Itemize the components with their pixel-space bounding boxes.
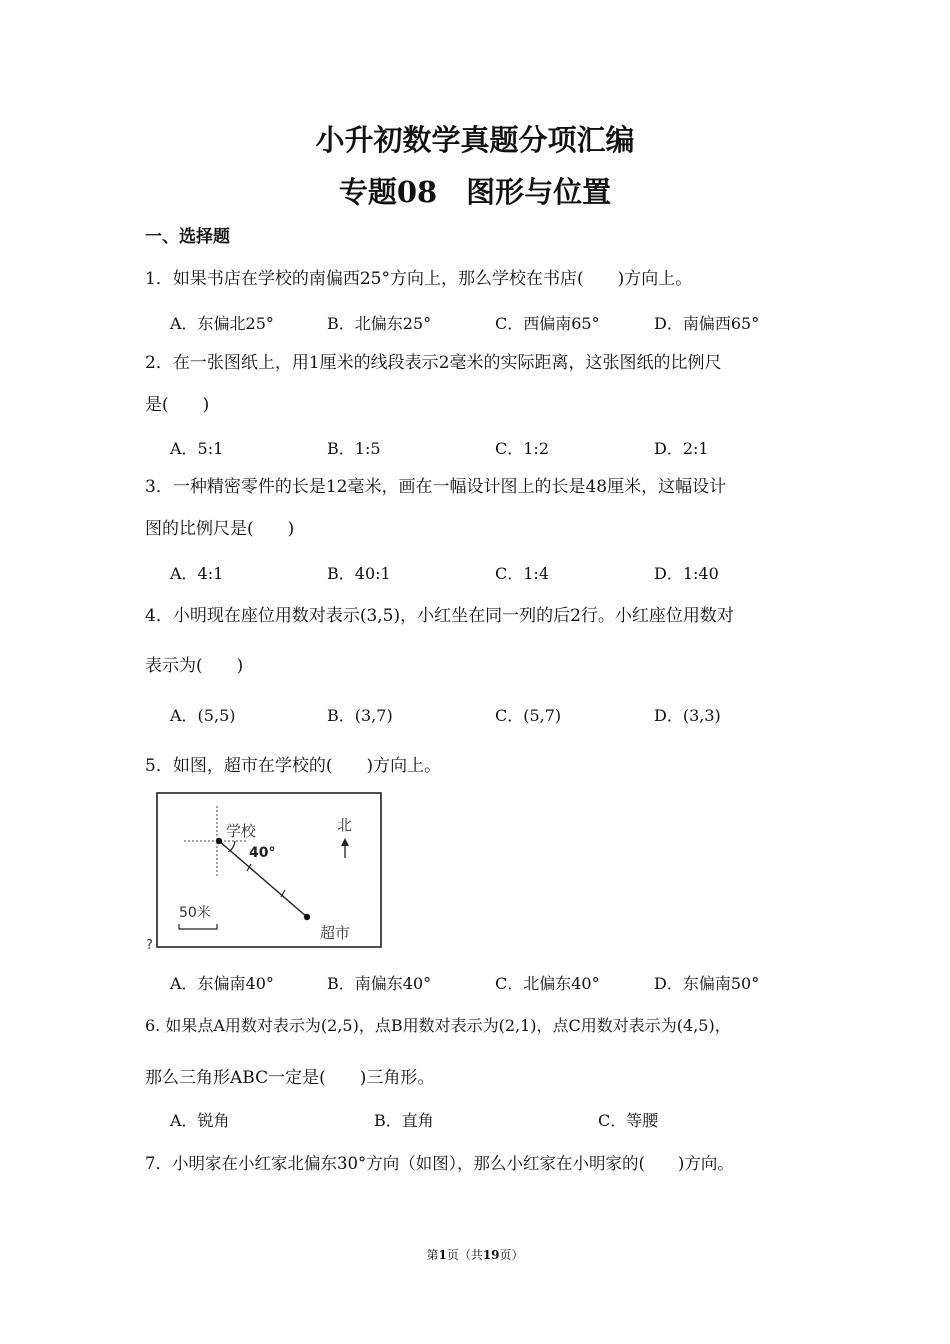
angle-label: 40° <box>249 845 276 861</box>
q2-option-d: D．2:1 <box>654 439 709 458</box>
q3-option-d: D．1:40 <box>654 564 719 583</box>
footer-mid: 页（共 <box>446 1248 483 1262</box>
q5-option-c: C．北偏东40° <box>495 974 600 993</box>
q2-option-c: C．1:2 <box>495 439 549 458</box>
footer-total-pages: 19 <box>482 1248 500 1262</box>
q6-option-b: B．直角 <box>374 1111 434 1130</box>
page-footer <box>0 1246 950 1263</box>
school-label: 学校 <box>226 822 257 840</box>
q3-option-a: A．4:1 <box>170 564 224 583</box>
q4-option-d: D．(3,3) <box>654 706 721 725</box>
footer-page-number: 1 <box>438 1248 447 1262</box>
question-2-text-cont: 是( ) <box>145 395 210 415</box>
q5-option-d: D．东偏南50° <box>654 974 760 993</box>
q4-option-c: C．(5,7) <box>495 706 562 725</box>
figure-question-mark: ? <box>146 938 153 953</box>
question-3-text: 3．一种精密零件的长是12毫米，画在一幅设计图上的长是48厘米，这幅设计 <box>145 477 727 497</box>
q1-option-b: B．北偏东25° <box>327 314 432 333</box>
figure-5-direction-map <box>146 792 386 954</box>
question-1-text: 1．如果书店在学校的南偏西25°方向上，那么学校在书店( )方向上。 <box>145 269 693 289</box>
question-5-text: 5．如图，超市在学校的( )方向上。 <box>145 756 442 776</box>
question-6-text-cont: 那么三角形ABC一定是( )三角形。 <box>145 1068 435 1088</box>
q6-option-c: C．等腰 <box>598 1111 659 1130</box>
q6-option-a: A．锐角 <box>170 1111 230 1130</box>
q1-option-c: C．西偏南65° <box>495 314 600 333</box>
question-6-text: 6. 如果点A用数对表示为(2,5)，点B用数对表示为(2,1)，点C用数对表示为(4,5)， <box>145 1016 731 1035</box>
question-4-text-cont: 表示为( ) <box>145 656 244 676</box>
question-2-text: 2．在一张图纸上，用1厘米的线段表示2毫米的实际距离，这张图纸的比例尺 <box>145 353 722 373</box>
question-3-text-cont: 图的比例尺是( ) <box>145 519 295 539</box>
footer-suffix: 页） <box>499 1248 524 1262</box>
footer-prefix: 第 <box>426 1248 439 1262</box>
page-title: 小升初数学真题分项汇编 <box>315 123 635 157</box>
section-heading: 一、选择题 <box>145 227 230 247</box>
q2-option-a: A．5:1 <box>170 439 224 458</box>
market-label: 超市 <box>320 924 351 942</box>
north-label: 北 <box>337 816 353 834</box>
q3-option-c: C．1:4 <box>495 564 549 583</box>
q4-option-b: B．(3,7) <box>327 706 393 725</box>
q5-option-b: B．南偏东40° <box>327 974 432 993</box>
q1-option-a: A．东偏北25° <box>170 314 274 333</box>
q5-option-a: A．东偏南40° <box>170 974 274 993</box>
school-point <box>216 838 222 844</box>
q1-option-d: D．南偏西65° <box>654 314 760 333</box>
scale-label: 50米 <box>179 905 211 921</box>
q4-option-a: A．(5,5) <box>170 706 236 725</box>
question-7-text: 7．小明家在小红家北偏东30°方向（如图），那么小红家在小明家的( )方向。 <box>145 1154 734 1173</box>
q2-option-b: B．1:5 <box>327 439 381 458</box>
page-subtitle: 专题08 图形与位置 <box>338 175 612 209</box>
q3-option-b: B．40:1 <box>327 564 391 583</box>
market-point <box>304 914 310 920</box>
question-4-text: 4．小明现在座位用数对表示(3,5)，小红坐在同一列的后2行。小红座位用数对 <box>145 606 734 626</box>
